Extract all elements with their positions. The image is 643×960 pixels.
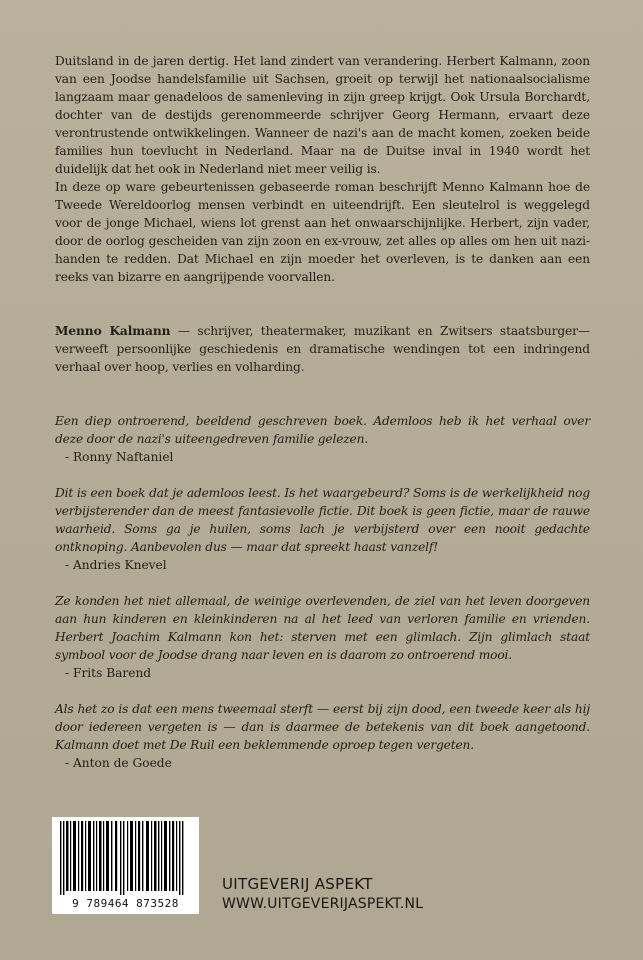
quote-author: - Andries Knevel — [65, 558, 167, 572]
quote-author: - Frits Barend — [65, 666, 152, 680]
barcode-bars-icon — [58, 821, 193, 895]
review-quote-2 — [55, 484, 590, 574]
author-bio-text: — schrijver, theatermaker, muzikant en Zwitsers staatsburger—verweeft persoonlijke geschiedenis en dramatische wendingen tot een indringend verhaal over hoop, verlies en volharding. — [55, 324, 590, 374]
publisher-block — [222, 874, 422, 914]
synopsis-paragraph-2: In deze op ware gebeurtenissen gebaseerde roman beschrijft Menno Kalmann hoe de Tweede Wereldoorlog mensen verbindt en uiteendrijft. Een sleutelrol is weggelegd voor de jonge Michael, wiens lot grenst aan het onwaarschijnlijke. Herbert, zijn vader, door de oorlog gescheiden van zijn zoon en ex-vrouw, zet alles op alles om hen uit nazi-handen te redden. Dat Michael en zijn moeder het overleven, is te danken aan een reeks van bizarre en aangrijpende voorvallen. — [55, 180, 590, 284]
synopsis-2 — [55, 178, 590, 286]
isbn-barcode — [52, 817, 199, 914]
quote-author: - Anton de Goede — [65, 756, 172, 770]
quote-author: - Ronny Naftaniel — [65, 450, 174, 464]
review-quote-4 — [55, 700, 590, 772]
isbn-number: 9 789464 873528 — [72, 897, 179, 910]
synopsis — [55, 52, 590, 178]
quote-text: Dit is een boek dat je ademloos leest. Is het waargebeurd? Soms is de werkelijkheid nog verbijsterender dan de meest fantasievolle fictie. Dit boek is geen fictie, maar de rauwe waarheid. Soms ga je huilen, soms lach je verbijsterd over een nooit gedachte ontknoping. Aanbevolen dus — maar dat spreekt haast vanzelf! — [55, 486, 590, 554]
quote-text: Ze konden het niet allemaal, de weinige overlevenden, de ziel van het leven doorgeven aan hun kinderen en kleinkinderen na al het leed van verloren familie en vrienden. Herbert Joachim Kalmann kon het: sterven met een glimlach. Zijn glimlach staat symbool voor de Joodse drang naar leven en is daarom zo ontroerend mooi. — [55, 594, 590, 662]
synopsis-paragraph-1: Duitsland in de jaren dertig. Het land zindert van verandering. Herbert Kalmann, zoon van een Joodse handelsfamilie uit Sachsen, groeit op terwijl het nationaalsocialisme langzaam maar genadeloos de samenleving in zijn greep krijgt. Ook Ursula Borchardt, dochter van de destijds gerenommeerde schrijver Georg Hermann, ervaart deze verontrustende ontwikkelingen. Wanneer de nazi's aan de macht komen, zoeken beide families hun toevlucht in Nederland. Maar na de Duitse inval in 1940 wordt het duidelijk dat het ook in Nederland niet meer veilig is. — [55, 54, 590, 176]
publisher-name: UITGEVERIJ ASPEKT — [222, 875, 373, 893]
review-quote-3 — [55, 592, 590, 682]
quote-text: Als het zo is dat een mens tweemaal sterft — eerst bij zijn dood, een tweede keer als hij door iedereen vergeten is — dan is daarmee de betekenis van dit boek aangetoond. Kalmann doet met De Ruil een beklemmende oproep tegen vergeten. — [55, 702, 590, 752]
author-name: Menno Kalmann — [55, 324, 171, 338]
publisher-url: WWW.UITGEVERIJASPEKT.NL — [222, 896, 424, 912]
author-bio — [55, 322, 590, 376]
review-quote-1 — [55, 412, 590, 466]
quote-text: Een diep ontroerend, beeldend geschreven boek. Ademloos heb ik het verhaal over deze door de nazi's uiteengedreven familie gelezen. — [55, 414, 590, 446]
author-bio-paragraph — [55, 322, 590, 376]
